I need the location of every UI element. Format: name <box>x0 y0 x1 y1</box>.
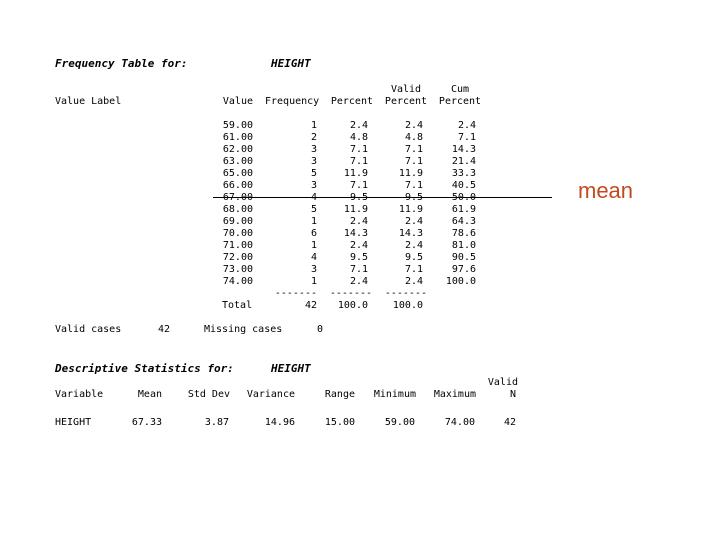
value-column <box>213 120 253 288</box>
row-value: 59.00 <box>222 120 253 131</box>
row-frequency: 1 <box>310 216 317 227</box>
row-frequency: 1 <box>310 276 317 287</box>
missing-cases-label: Missing cases <box>204 324 283 335</box>
row-valid-percent: 7.1 <box>404 180 423 191</box>
desc-header-minimum: Minimum <box>373 389 416 400</box>
row-percent: 14.3 <box>343 228 368 239</box>
row-frequency <box>270 192 317 204</box>
header-valid-line2: Percent <box>384 96 428 107</box>
desc-header-valid-line2: N <box>509 389 516 400</box>
desc-header-variable: Variable <box>55 389 104 400</box>
desc-variable: HEIGHT <box>55 417 92 428</box>
row-valid-percent: 7.1 <box>404 156 423 167</box>
desc-mean: 67.33 <box>131 417 162 428</box>
row-cum-percent: 100.0 <box>445 276 476 287</box>
desc-header-mean: Mean <box>137 389 162 400</box>
desc-variance: 14.96 <box>264 417 295 428</box>
desc-header-valid-line1: Valid <box>487 377 518 388</box>
row-value: 65.00 <box>222 168 253 179</box>
row-cum-percent: 97.6 <box>451 264 476 275</box>
desc-valid-n: 42 <box>503 417 516 428</box>
row-cum-percent: 33.3 <box>451 168 476 179</box>
header-frequency: Frequency <box>265 96 320 107</box>
row-cum-percent: 61.9 <box>451 204 476 215</box>
row-percent <box>320 192 368 204</box>
cum-percent-column <box>428 120 476 288</box>
total-percent: 100.0 <box>337 300 368 311</box>
row-frequency: 1 <box>310 120 317 131</box>
row-cum-percent: 90.5 <box>451 252 476 263</box>
row-cum-percent: 64.3 <box>451 216 476 227</box>
mean-annotation: mean <box>578 178 634 203</box>
header-cum-line1: Cum <box>450 84 470 95</box>
row-cum-percent: 78.6 <box>451 228 476 239</box>
row-percent: 7.1 <box>349 144 368 155</box>
desc-maximum: 74.00 <box>444 417 475 428</box>
row-valid-percent <box>375 192 423 204</box>
row-percent: 4.8 <box>349 132 368 143</box>
total-frequency: 42 <box>304 300 317 311</box>
separator-valid: ------- <box>384 288 427 299</box>
row-value: 70.00 <box>222 228 253 239</box>
row-valid-percent: 2.4 <box>404 276 423 287</box>
header-value-label: Value Label <box>55 96 122 107</box>
row-percent: 2.4 <box>349 240 368 251</box>
row-percent: 7.1 <box>349 264 368 275</box>
row-valid-percent: 11.9 <box>398 204 423 215</box>
row-frequency: 3 <box>310 180 317 191</box>
desc-std-dev: 3.87 <box>204 417 229 428</box>
row-cum-percent: 2.4 <box>457 120 476 131</box>
row-frequency: 2 <box>310 132 317 143</box>
missing-cases-value: 0 <box>317 324 324 335</box>
header-value: Value <box>222 96 253 107</box>
freq-title-var: HEIGHT <box>271 57 311 70</box>
row-valid-percent: 7.1 <box>404 264 423 275</box>
row-frequency: 5 <box>310 204 317 215</box>
row-cum-percent: 7.1 <box>457 132 476 143</box>
header-valid-line1: Valid <box>390 84 422 95</box>
row-frequency: 6 <box>310 228 317 239</box>
row-frequency: 4 <box>310 252 317 263</box>
desc-title-var: HEIGHT <box>271 362 311 375</box>
desc-header-variance: Variance <box>246 389 295 400</box>
percent-column <box>320 120 368 288</box>
row-percent: 11.9 <box>343 168 368 179</box>
row-valid-percent: 7.1 <box>404 144 423 155</box>
separator-percent: ------- <box>329 288 372 299</box>
total-valid-percent: 100.0 <box>392 300 423 311</box>
row-cum-percent <box>428 192 476 204</box>
row-frequency: 5 <box>310 168 317 179</box>
row-frequency: 3 <box>310 144 317 155</box>
row-value: 71.00 <box>222 240 253 251</box>
header-cum-line2: Percent <box>438 96 482 107</box>
desc-title-label: Descriptive Statistics for: <box>55 362 234 375</box>
row-cum-percent: 21.4 <box>451 156 476 167</box>
row-frequency: 1 <box>310 240 317 251</box>
row-valid-percent: 11.9 <box>398 168 423 179</box>
row-value: 72.00 <box>222 252 253 263</box>
row-value: 74.00 <box>222 276 253 287</box>
desc-range: 15.00 <box>324 417 355 428</box>
row-cum-percent: 14.3 <box>451 144 476 155</box>
row-value: 61.00 <box>222 132 253 143</box>
desc-header-range: Range <box>324 389 355 400</box>
valid-cases-value: 42 <box>158 324 171 335</box>
row-valid-percent: 9.5 <box>404 252 423 263</box>
desc-header-std-dev: Std Dev <box>187 389 230 400</box>
row-valid-percent: 2.4 <box>404 216 423 227</box>
row-percent: 7.1 <box>349 156 368 167</box>
row-frequency: 3 <box>310 264 317 275</box>
desc-minimum: 59.00 <box>384 417 415 428</box>
row-valid-percent: 14.3 <box>398 228 423 239</box>
valid-percent-column <box>375 120 423 288</box>
row-valid-percent: 2.4 <box>404 240 423 251</box>
frequency-column <box>270 120 317 288</box>
row-value: 63.00 <box>222 156 253 167</box>
valid-cases-label: Valid cases <box>55 324 122 335</box>
row-value: 73.00 <box>222 264 253 275</box>
row-valid-percent: 2.4 <box>404 120 423 131</box>
desc-header-maximum: Maximum <box>433 389 476 400</box>
row-value: 69.00 <box>222 216 253 227</box>
row-value: 66.00 <box>222 180 253 191</box>
row-frequency: 3 <box>310 156 317 167</box>
freq-title-label: Frequency Table for: <box>55 57 188 70</box>
row-percent: 2.4 <box>349 120 368 131</box>
row-valid-percent: 4.8 <box>404 132 423 143</box>
total-label: Total <box>222 300 253 311</box>
row-value <box>213 192 253 204</box>
row-cum-percent: 81.0 <box>451 240 476 251</box>
row-percent: 11.9 <box>343 204 368 215</box>
mean-marker-line <box>213 197 552 198</box>
row-cum-percent: 40.5 <box>451 180 476 191</box>
row-percent: 2.4 <box>349 276 368 287</box>
row-percent: 9.5 <box>349 252 368 263</box>
header-percent: Percent <box>330 96 373 107</box>
row-value: 68.00 <box>222 204 253 215</box>
separator-frequency: ------- <box>274 288 317 299</box>
row-percent: 7.1 <box>349 180 368 191</box>
row-value: 62.00 <box>222 144 253 155</box>
row-percent: 2.4 <box>349 216 368 227</box>
